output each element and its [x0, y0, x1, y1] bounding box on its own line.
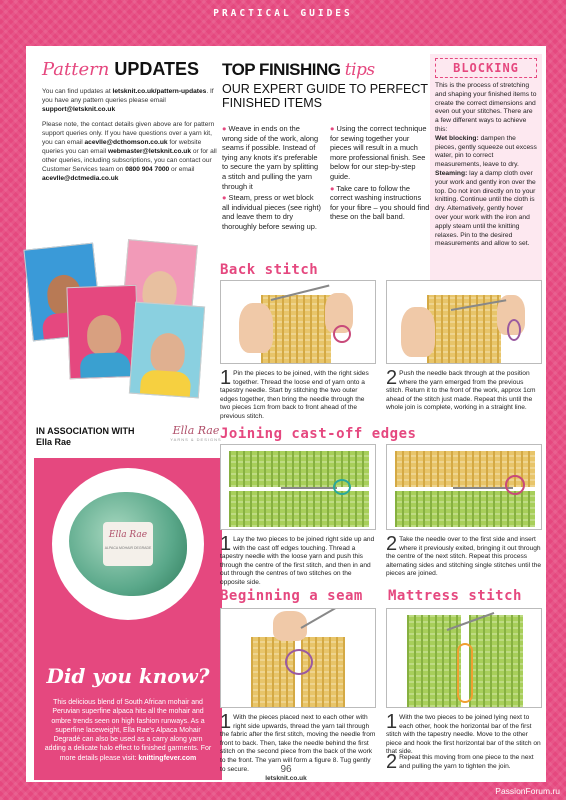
magazine-covers-image [28, 242, 202, 392]
yarn-product-image [52, 468, 204, 620]
tip-item [222, 193, 322, 231]
step-number: 2 [386, 367, 398, 389]
tip-item [330, 124, 430, 182]
label: Wet blocking: [435, 134, 479, 142]
top-finishing-subtitle: OUR EXPERT GUIDE TO PERFECT FINISHED ITEMS [222, 82, 428, 110]
cover-face [86, 314, 121, 355]
step-number: 2 [386, 533, 398, 555]
magazine-cover [129, 302, 205, 399]
bullet-icon: ● [222, 193, 229, 203]
association-title: IN ASSOCIATION WITH [36, 426, 135, 436]
page-number: 96 [280, 764, 292, 775]
back-stitch-step-1 [220, 367, 376, 422]
text-span: Repeat this moving from one piece to the next and pulling the yarn to tighten the join. [399, 754, 534, 770]
bullet-icon: ● [330, 183, 337, 193]
text-span: lay a damp cloth over your work and gently iron over the top. Do not iron directly on to your knitting. Continue until the cloth is dry. Alternatively, gently hover over your work with the iron and apply steam until the knitting relaxes. Pin to the desired measurements and allow to set. [435, 169, 536, 248]
yarn-thread [333, 479, 351, 495]
cover-face [149, 332, 186, 374]
did-you-know-text [44, 698, 212, 763]
text-span: . If you have any pattern queries please email [42, 88, 214, 104]
top-finishing-tips [222, 60, 430, 231]
text-span: Lay the two pieces to be joined right side up and with the cast off edges touching. Thread a tapestry needle with the loose yarn and push this through the centre of the first stitch, and then in and out through the centres of two stitches on the opposite side. [220, 536, 375, 586]
top-finishing-title [222, 60, 428, 80]
page-footer [26, 764, 546, 782]
cover-body [140, 369, 192, 398]
yarn-thread [507, 319, 521, 341]
pattern-updates-text-1 [42, 87, 224, 114]
text-span: This delicious blend of South African mohair and Peruvian superfine alpaca hits all the mohair and ombre trends seen on high fashion runways. As a superfine laceweight, Ella Rae's Alpaca Mohair Degradé can also be used as a carry along yarn adding a delicate halo effect to finished garments. For more details please visit: [44, 699, 212, 762]
yarn-label-brand: Ella Rae [108, 530, 148, 540]
yarn-ball [69, 492, 187, 596]
joining-illustration-1 [220, 444, 376, 530]
needle [453, 487, 513, 489]
joining-step-2 [386, 533, 542, 579]
back-stitch-illustration-1 [220, 280, 376, 364]
back-stitch-step-2 [386, 367, 542, 413]
text-span: Steam, press or wet block all individual pieces (see right) and leave them to dry thoroughly before sewing up. [222, 193, 322, 231]
text-span: Take the needle over to the first side and insert where it previously exited, bringing it out through the centre of the next stitch. Repeat this process alternating sides and stitching single stitches until the pieces are joined. [386, 536, 542, 578]
hand [239, 303, 273, 353]
blocking-steam [435, 170, 537, 249]
title-script: tips [344, 60, 375, 80]
tips-column-1 [222, 124, 322, 234]
text-span: Weave in ends on the wrong side of the work, along seams if possible. Instead of tying any knots it's preferable to secure the yarn by splitting a stitch and pulling the yarn through it [222, 124, 319, 191]
mattress-stitch-step-1 [386, 711, 542, 757]
knitted-fabric-bottom [229, 491, 369, 527]
yarn-thread [457, 643, 473, 703]
text-span: Please note, the contact details given above are for pattern support queries only. If you have questions over a yarn kit, you can email [42, 121, 215, 146]
did-you-know-panel [34, 458, 222, 780]
title-script: Pattern [42, 59, 110, 80]
text-span: Using the correct technique for sewing together your pieces will result in a much more professional finish. See below for our step-by-step guide. [330, 124, 427, 181]
hand [401, 307, 435, 357]
knitted-fabric-right [301, 637, 345, 708]
yarn-label [103, 522, 153, 566]
footer-site: letsknit.co.uk [265, 775, 307, 782]
title-bold: UPDATES [114, 59, 200, 79]
knitted-fabric-left [251, 637, 295, 708]
text-span: dampen the pieces, gently squeeze out excess water, pin to correct measurements, leave to dry. [435, 134, 537, 169]
yarn-kit-email[interactable]: acevlle@dcthomson.co.uk [84, 139, 168, 146]
mattress-stitch-title: Mattress stitch [388, 588, 522, 604]
knitted-fabric [427, 295, 501, 364]
step-number: 1 [220, 533, 232, 555]
bullet-icon: ● [222, 124, 229, 133]
mattress-stitch-illustration [386, 608, 542, 708]
text-span: or for all other queries, including subscriptions, you can contact our Customer Services team on [42, 148, 217, 173]
beginning-seam-title: Beginning a seam [220, 588, 363, 604]
tips-column-2 [330, 124, 430, 224]
cover-body [80, 352, 131, 379]
text-span: With the two pieces to be joined lying next to each other, hook the horizontal bar of the first stitch with the tapestry needle. Move to the other piece and hook the first horizontal bar of the stitch on that side. [386, 714, 541, 756]
page-sheet [26, 46, 546, 782]
joining-step-1 [220, 533, 376, 588]
knitted-fabric-bottom [395, 491, 535, 527]
knitted-fabric-right [469, 615, 523, 707]
pattern-updates [42, 58, 224, 183]
needle [281, 487, 337, 489]
step-number: 1 [386, 711, 398, 733]
webmaster-email[interactable]: webmaster@letsknit.co.uk [107, 148, 192, 155]
magazine-cover [66, 285, 139, 379]
text-span: or email [169, 166, 195, 173]
blocking-title: BLOCKING [435, 58, 537, 78]
pattern-updates-text-2 [42, 120, 224, 183]
back-stitch-illustration-2 [386, 280, 542, 364]
did-you-know-title: Did you know? [46, 664, 210, 688]
step-number: 1 [220, 367, 232, 389]
step-number: 2 [386, 751, 398, 773]
blocking-box [430, 54, 542, 286]
customer-email[interactable]: acevlle@dctmedia.co.uk [42, 175, 119, 182]
text-span: Take care to follow the correct washing instructions for your fibre – you should find these on the ball band. [330, 183, 430, 222]
joining-title: Joining cast-off edges [220, 426, 417, 442]
yarn-thread [505, 475, 525, 495]
blocking-intro: This is the process of stretching and shaping your finished items to create the correct dimensions and even out your stitches. There are a few different ways to achieve this: [435, 82, 537, 133]
yarn-thread [285, 649, 313, 675]
yarn-label-sub: ALPACA MOHAIR DEGRADE [104, 546, 152, 550]
text-span: for website queries you can email [42, 139, 202, 155]
joining-illustration-2 [386, 444, 542, 530]
yarn-thread [333, 325, 351, 343]
watermark: PassionForum.ru [495, 786, 560, 796]
logo-text: Ella Rae [172, 424, 220, 437]
bullet-icon: ● [330, 124, 337, 133]
section-header: PRACTICAL GUIDES [213, 8, 353, 19]
text-span: Push the needle back through at the position where the yarn emerged from the previous stitch. Return it to the front of the work, approx 1cm ahead of the stitch just made. Repeat this until the whole join is complete, working in a straight line. [386, 370, 536, 412]
back-stitch-title: Back stitch [220, 262, 319, 278]
title-bold: TOP FINISHING [222, 60, 341, 79]
pattern-updates-title [42, 58, 224, 81]
phone-number: 0800 904 7000 [125, 166, 170, 173]
association-brand: Ella Rae [36, 437, 72, 447]
blocking-wet [435, 135, 537, 170]
text-span: With the pieces placed next to each other with right side upwards, thread the yarn tail through the fabric after the first stitch, moving the needle from front to back. Then, take the needle behind the first stitch on the second piece from the back of the work to the front. The yarn will form a figure 8. Tug gently to secure. [220, 714, 376, 773]
knittingfever-link[interactable]: knittingfever.com [138, 754, 197, 762]
label: Steaming: [435, 169, 468, 177]
text-span: Pin the pieces to be joined, with the right sides together. Thread the loose end of yarn onto a tapestry needle. Start by stitching the two outer edges together, then bring the needle through the two pieces 1cm from back to front ahead of the previous stitch. [220, 370, 369, 420]
pattern-updates-link[interactable]: letsknit.co.uk/pattern-updates [112, 88, 207, 95]
tip-item [330, 184, 430, 222]
step-number: 1 [220, 711, 232, 733]
logo-subtext: YARNS & DESIGNS [170, 437, 222, 442]
ella-rae-logo [170, 424, 222, 456]
beginning-seam-illustration [220, 608, 376, 708]
support-email-link[interactable]: support@letsknit.co.uk [42, 106, 116, 113]
text-span: You can find updates at [42, 88, 113, 95]
tip-item [222, 124, 322, 191]
